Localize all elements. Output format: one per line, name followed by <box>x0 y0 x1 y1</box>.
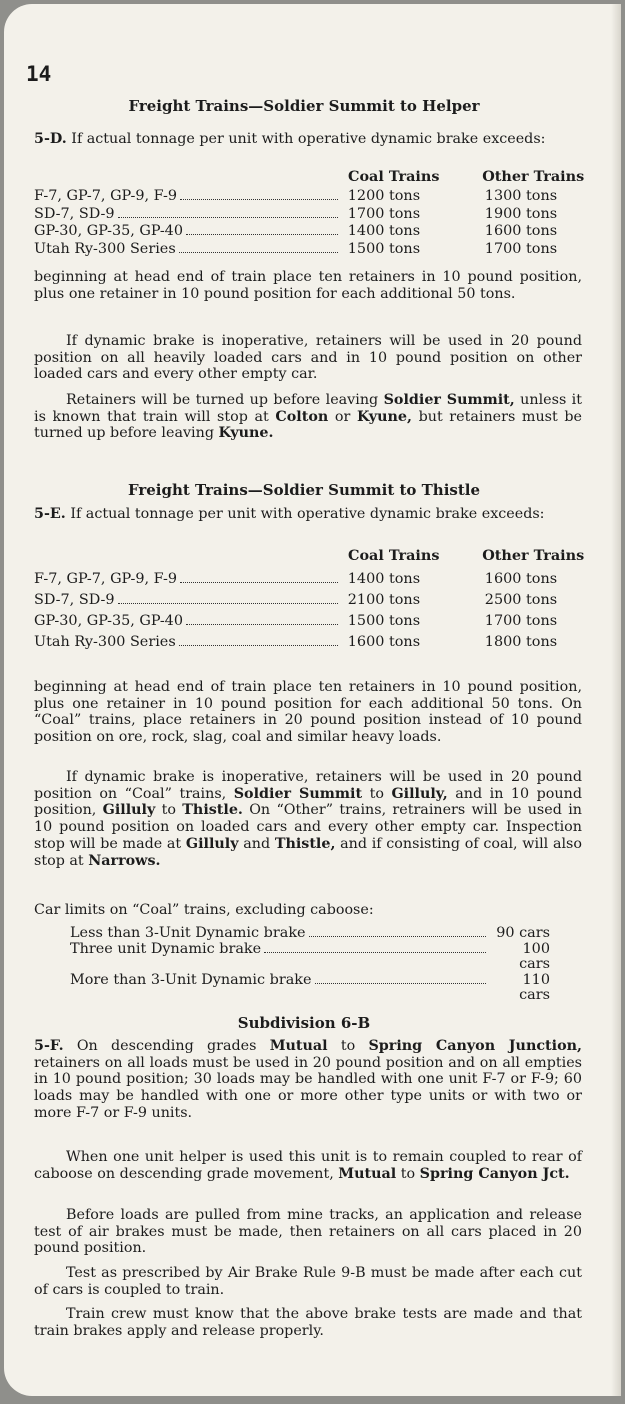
tonnage-table-helper <box>34 168 594 258</box>
text-run: Retainers will be turned up before leaving <box>66 392 384 408</box>
rule-5f-paragraph-1 <box>34 1038 582 1122</box>
coal-tons: 1200 tons <box>347 188 421 204</box>
section-heading-helper: Freight Trains—Soldier Summit to Helper <box>128 97 480 115</box>
other-tons: 1600 tons <box>484 571 558 587</box>
coal-tons: 1700 tons <box>347 205 421 222</box>
station-name: Kyune. <box>218 425 274 442</box>
page-edge <box>611 4 621 1396</box>
station-name: Soldier Summit, <box>383 392 515 408</box>
unit-name: Utah Ry-300 Series <box>34 634 176 650</box>
table-row <box>34 223 594 241</box>
leader-dots <box>179 252 338 253</box>
coal-tons: 1600 tons <box>347 634 421 650</box>
other-tons: 2500 tons <box>484 592 558 608</box>
unit-name: SD-7, SD-9 <box>34 592 115 608</box>
leader-dots <box>264 952 486 953</box>
unit-name: GP-30, GP-35, GP-40 <box>34 613 183 629</box>
rule-5f-paragraph-5: Train crew must know that the above brake tests are made and that train brakes apply and release properly. <box>34 1306 582 1339</box>
station-name: Gilluly <box>185 835 239 852</box>
car-limits-intro: Car limits on “Coal” trains, excluding caboose: <box>34 902 374 918</box>
leader-dots <box>315 983 486 984</box>
other-tons: 1700 tons <box>484 240 558 257</box>
coal-tons: 1500 tons <box>347 613 421 629</box>
table-row <box>34 241 594 259</box>
station-name: Kyune, <box>356 408 412 425</box>
text-run: to <box>155 802 183 819</box>
section-heading-thistle: Freight Trains—Soldier Summit to Thistle <box>127 481 481 499</box>
tonnage-table-thistle <box>34 547 594 655</box>
car-count: 90 cars <box>496 925 550 941</box>
unit-name: F-7, GP-7, GP-9, F-9 <box>34 188 177 204</box>
table-header <box>34 168 594 188</box>
leader-dots <box>309 936 486 937</box>
rule-5d-paragraph-1: beginning at head end of train place ten retainers in 10 pound position, plus one retainer in 10 pound position for each additional 50 tons. <box>34 269 582 302</box>
section-heading-subdivision: Subdivision 6-B <box>237 1014 371 1032</box>
station-name: Gilluly, <box>391 785 448 802</box>
rulebook-page <box>4 4 621 1396</box>
rule-text: If actual tonnage per unit with operative dynamic brake exceeds: <box>70 506 545 522</box>
coal-tons: 2100 tons <box>347 592 421 608</box>
limit-label: More than 3-Unit Dynamic brake <box>70 971 312 988</box>
text-run: to <box>396 1165 420 1182</box>
rule-5d-paragraph-2: If dynamic brake is inoperative, retainers will be used in 20 pound position on all heavily loaded cars and in 10 pound position on other loaded cars and every other empty car. <box>34 333 582 383</box>
rule-text: If actual tonnage per unit with operative dynamic brake exceeds: <box>71 131 546 147</box>
station-name: Soldier Summit <box>233 785 363 802</box>
car-count: 100 cars <box>519 940 550 972</box>
text-run: unless it is known that train will stop at <box>34 392 582 425</box>
leader-dots <box>186 234 338 235</box>
station-name: Colton <box>275 408 329 425</box>
col-header-coal: Coal Trains <box>348 168 440 185</box>
rule-number: 5-F. <box>34 1038 64 1054</box>
col-header-other: Other Trains <box>482 168 585 185</box>
station-name: Spring Canyon Jct. <box>419 1165 570 1182</box>
unit-name: SD-7, SD-9 <box>34 205 115 222</box>
col-header-coal: Coal Trains <box>348 547 440 564</box>
coal-tons: 1500 tons <box>347 240 421 257</box>
station-name: Mutual <box>269 1038 328 1054</box>
text-run: but retainers must be turned up before leaving <box>34 408 582 442</box>
text-run: On “Other” trains, retrainers will be used in 10 pound position on loaded cars and every other empty car. Inspection stop will be made at <box>34 802 582 852</box>
station-name: Gilluly <box>102 802 156 819</box>
text-run: and if consisting of coal, will also stop at <box>34 835 582 869</box>
table-row <box>34 206 594 224</box>
table-header <box>34 547 594 571</box>
leader-dots <box>118 603 338 604</box>
table-row <box>34 634 594 655</box>
station-name: Spring Canyon Junction, <box>368 1038 582 1054</box>
text-run: or <box>328 408 357 425</box>
coal-tons: 1400 tons <box>347 571 421 587</box>
rule-5f-paragraph-2 <box>34 1149 582 1182</box>
rule-5d-paragraph-3 <box>34 392 582 442</box>
unit-name: Utah Ry-300 Series <box>34 240 176 257</box>
table-row <box>34 188 594 206</box>
rule-5f-paragraph-4: Test as prescribed by Air Brake Rule 9-B must be made after each cut of cars is coupled to train. <box>34 1265 582 1298</box>
leader-dots <box>180 582 338 583</box>
station-name: Thistle. <box>182 802 243 819</box>
leader-dots <box>179 645 338 646</box>
coal-tons: 1400 tons <box>347 223 421 239</box>
rule-5e-paragraph-2 <box>34 769 582 869</box>
rule-5f-paragraph-3: Before loads are pulled from mine tracks, an application and release test of air brakes must be made, then retainers on all cars placed in 20 pound position. <box>34 1207 582 1257</box>
leader-dots <box>180 199 338 200</box>
text-run: to <box>362 785 392 802</box>
other-tons: 1700 tons <box>484 613 558 629</box>
text-run: On descending grades <box>63 1038 270 1054</box>
text-run: and in 10 pound position, <box>34 785 582 819</box>
text-run: When one unit helper is used this unit is to remain coupled to rear of caboose on descending grade movement, <box>34 1149 582 1182</box>
limit-label: Less than 3-Unit Dynamic brake <box>70 925 306 941</box>
leader-dots <box>118 217 338 218</box>
other-tons: 1300 tons <box>484 188 558 204</box>
page-number: 14 <box>26 62 52 86</box>
other-tons: 1600 tons <box>484 223 558 239</box>
station-name: Narrows. <box>88 852 161 869</box>
col-header-other: Other Trains <box>482 547 585 564</box>
text-run: to <box>327 1038 369 1054</box>
list-item <box>70 942 550 973</box>
station-name: Thistle, <box>274 835 336 852</box>
limit-label: Three unit Dynamic brake <box>70 940 262 957</box>
table-row <box>34 592 594 613</box>
leader-dots <box>186 624 338 625</box>
unit-name: F-7, GP-7, GP-9, F-9 <box>34 571 177 587</box>
text-run: If dynamic brake is inoperative, retainers will be used in 20 pound position on “Coal” trains, <box>34 769 582 802</box>
rule-number: 5-E. <box>34 506 66 522</box>
station-name: Mutual <box>338 1165 397 1182</box>
list-item <box>70 926 550 942</box>
rule-5d-intro <box>34 131 582 148</box>
car-count: 110 cars <box>519 971 550 1003</box>
list-item <box>70 973 550 1004</box>
car-limits-list <box>70 926 550 1004</box>
table-row <box>34 571 594 592</box>
unit-name: GP-30, GP-35, GP-40 <box>34 223 183 239</box>
text-run: retainers on all loads must be used in 20 pound position and on all empties in 10 pound position; 30 loads may be handled with one unit F-7 or F-9; 60 loads may be handled with one or more other type units or with two or more F-7 or F-9 units. <box>34 1054 582 1121</box>
other-tons: 1900 tons <box>484 205 558 222</box>
table-row <box>34 613 594 634</box>
other-tons: 1800 tons <box>484 634 558 650</box>
rule-5e-intro <box>34 506 582 523</box>
rule-5e-paragraph-1: beginning at head end of train place ten retainers in 10 pound position, plus one retainer in 10 pound position for each additional 50 tons. On “Coal” trains, place retainers in 20 pound position instead of 10 pound position on ore, rock, slag, coal and similar heavy loads. <box>34 679 582 746</box>
rule-number: 5-D. <box>34 131 67 147</box>
text-run: and <box>238 835 275 852</box>
